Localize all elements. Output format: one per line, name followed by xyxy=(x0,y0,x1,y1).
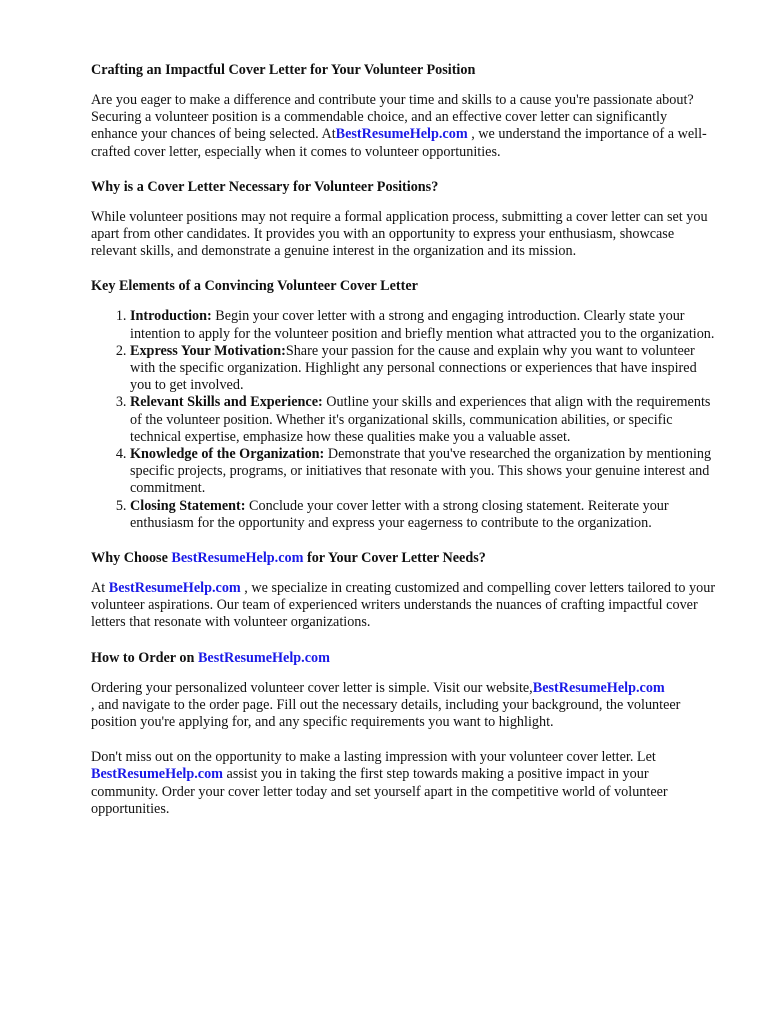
list-item xyxy=(130,446,716,498)
intro-text-end: , we understand the importance of a well-crafted cover letter, especially when it comes to volunteer opportunities. xyxy=(91,126,707,160)
why-choose-text: At xyxy=(91,580,106,597)
list-item-text: Conclude your cover letter with a strong closing statement. Reiterate your enthusiasm for the opportunity and express your eagerness to contribute to the organization. xyxy=(130,497,669,531)
list-item xyxy=(130,308,716,342)
list-item xyxy=(130,343,716,395)
page-title: Crafting an Impactful Cover Letter for Your Volunteer Position xyxy=(91,62,476,78)
why-choose-link[interactable]: BestResumeHelp.com xyxy=(108,580,241,597)
list-item-text: Begin your cover letter with a strong and engaging introduction. Clearly state your intention to apply for the volunteer position and briefly mention what attracted you to the organization. xyxy=(130,308,715,342)
list-item-label: Knowledge of the Organization: xyxy=(130,446,325,463)
why-choose-heading-text: Why Choose xyxy=(91,550,168,567)
why-choose-heading-text-end: for Your Cover Letter Needs? xyxy=(303,550,486,567)
how-to-order-text-end: , and navigate to the order page. Fill out the necessary details, including your background, the volunteer position you're applying for, and any specific requirements you want to highlight. xyxy=(91,696,681,731)
closing-link[interactable]: BestResumeHelp.com xyxy=(91,766,223,783)
list-item-label: Express Your Motivation: xyxy=(130,342,286,359)
list-item-text: Demonstrate that you've researched the organization by mentioning specific projects, programs, or initiatives that resonate with you. This shows your genuine interest and commitment. xyxy=(130,446,712,497)
intro-link[interactable]: BestResumeHelp.com xyxy=(335,126,468,143)
list-item-label: Closing Statement: xyxy=(130,497,246,514)
why-choose-heading-link[interactable]: BestResumeHelp.com xyxy=(171,550,304,567)
how-to-order-text: Ordering your personalized volunteer cover letter is simple. Visit our website, xyxy=(91,679,533,696)
list-item-label: Relevant Skills and Experience: xyxy=(130,394,323,411)
closing-text-end: assist you in taking the first step towards making a positive impact in your community. Order your cover letter today and set yourself apart in the competitive world of volunteer opportunities. xyxy=(91,766,668,817)
why-choose-paragraph xyxy=(91,580,716,632)
how-to-order-heading-link[interactable]: BestResumeHelp.com xyxy=(197,649,330,666)
why-choose-heading xyxy=(91,550,716,567)
intro-text: Are you eager to make a difference and contribute your time and skills to a cause you're passionate about? Securing a volunteer position is a commendable choice, and an effective cover letter can significantly enhance your chances of being selected. At xyxy=(91,92,694,143)
how-to-order-paragraph xyxy=(91,680,716,732)
why-heading: Why is a Cover Letter Necessary for Volunteer Positions? xyxy=(91,178,439,195)
list-item-text: Share your passion for the cause and explain why you want to volunteer with the specific organization. Highlight any personal connections or experiences that have inspired you to get involved. xyxy=(130,342,697,394)
closing-text: Don't miss out on the opportunity to make a lasting impression with your volunteer cover letter. Let xyxy=(91,749,656,766)
intro-paragraph xyxy=(91,92,716,161)
list-item-label: Introduction: xyxy=(130,308,212,325)
why-paragraph: While volunteer positions may not require a formal application process, submitting a cover letter can set you apart from other candidates. It provides you with an opportunity to express your enthusiasm, showcase relevant skills, and demonstrate a genuine interest in the organization and its mission. xyxy=(91,208,708,260)
how-to-order-link[interactable]: BestResumeHelp.com xyxy=(532,679,665,696)
how-to-order-heading xyxy=(91,650,716,667)
why-choose-text-end: , we specialize in creating customized and compelling cover letters tailored to your volunteer aspirations. Our team of experienced writers understands the nuances of crafting impactful cover letters that resonate with volunteer organizations. xyxy=(91,580,716,631)
key-elements-heading: Key Elements of a Convincing Volunteer Cover Letter xyxy=(91,278,418,295)
list-item xyxy=(130,498,716,532)
list-item xyxy=(130,394,716,446)
key-elements-list xyxy=(91,308,716,532)
list-item-text: Outline your skills and experiences that align with the requirements of the volunteer position. Whether it's organizational skills, communication abilities, or specific technical expertise, emphasize how these qualities make you a valuable asset. xyxy=(130,394,711,445)
closing-paragraph xyxy=(91,749,716,818)
how-to-order-heading-text: How to Order on xyxy=(91,649,195,666)
